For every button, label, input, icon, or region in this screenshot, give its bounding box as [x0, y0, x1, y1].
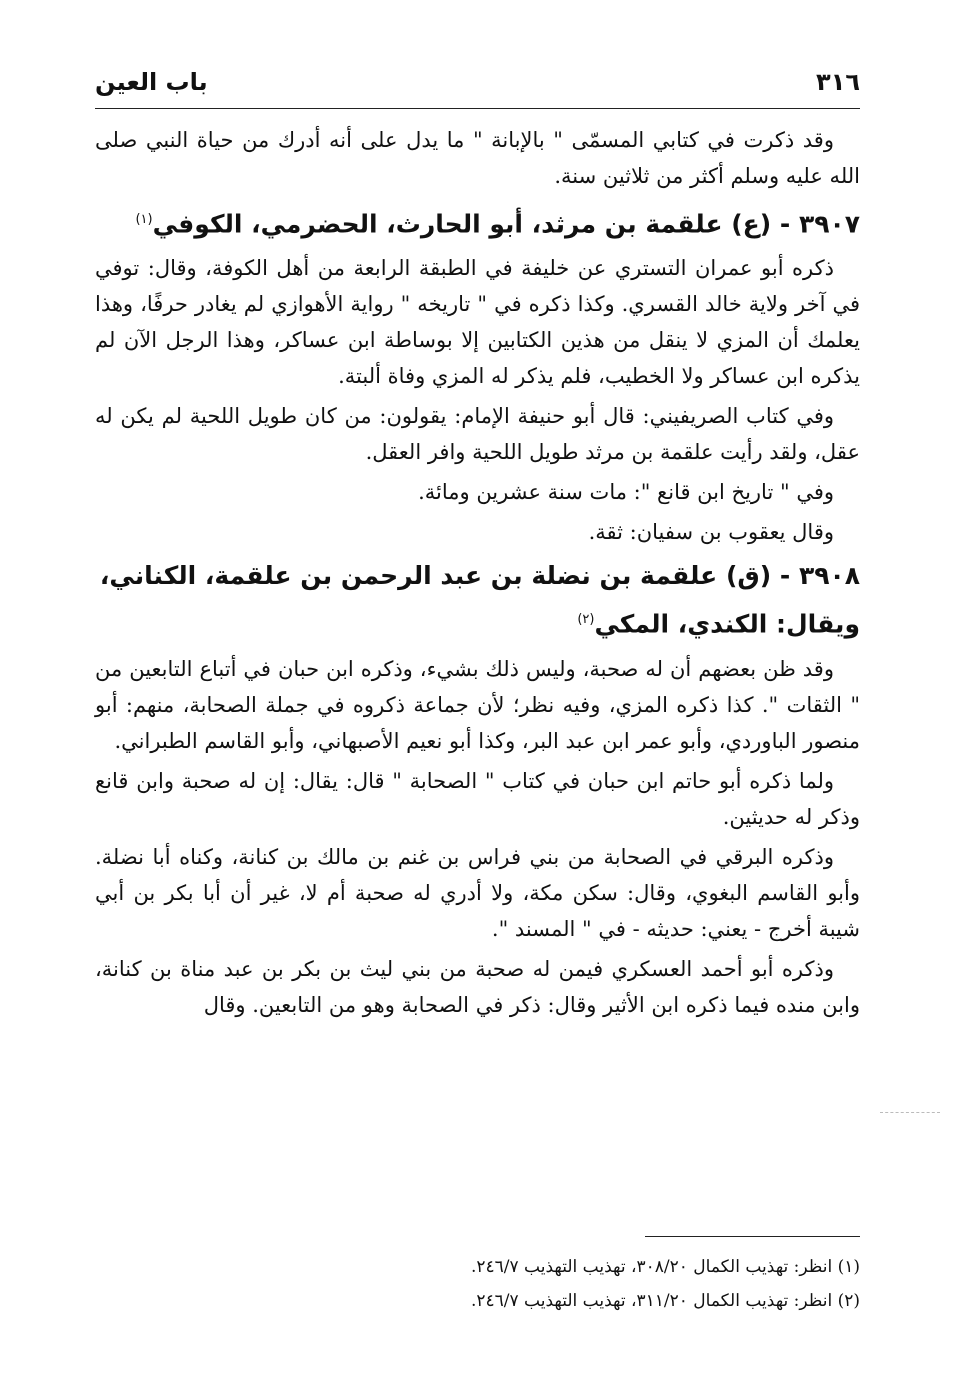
paragraph: وذكره أبو أحمد العسكري فيمن له صحبة من بني ليث بن بكر بن عبد مناة بن كنانة، وابن منده فيما ذكره ابن الأثير وقال: ذكر في الصحابة وهو من التابعين. وقال	[95, 956, 860, 1017]
paragraph: وقد ظن بعضهم أن له صحبة، وليس ذلك بشيء، وذكره ابن حبان في أتباع التابعين من " الثقات ". كذا ذكره المزي، وفيه نظر؛ لأن جماعة ذكروه في جملة الصحابة، منهم: أبو منصور الباوردي، وأبو عمر ابن عبد البر، وكذا أبو نعيم الأصبهاني، وأبو القاسم الطبراني.	[95, 656, 860, 753]
header-rule	[95, 108, 860, 109]
entry-heading-3908: ٣٩٠٨ - (ق) علقمة بن نضلة بن عبد الرحمن بن علقمة، الكناني، ويقال: الكندي، المكي$^{(٢)}$	[99, 561, 860, 639]
entry-heading-3907: ٣٩٠٧ - (ع) علقمة بن مرثد، أبو الحارث، الحضرمي، الكوفي$^{(١)}$	[135, 209, 860, 239]
running-header	[95, 62, 860, 102]
paragraph: وفي " تاريخ ابن قانع ": مات سنة عشرين ومائة.	[418, 480, 834, 505]
footnotes	[95, 1250, 860, 1318]
footnote-1: (١) انظر: تهذيب الكمال ٣٠٨/٢٠، تهذيب التهذيب ٢٤٦/٧.	[470, 1257, 860, 1277]
paragraph: ولما ذكره أبو حاتم ابن حبان في كتاب " الصحابة " قال: يقال: إن له صحبة وابن قانع وذكر له حديثين.	[95, 768, 860, 829]
paragraph: وقد ذكرت في كتابي المسمّى " بالإبانة " ما يدل على أنه أدرك من حياة النبي صلى الله عليه وسلم أكثر من ثلاثين سنة.	[95, 128, 860, 188]
paragraph: وفي كتاب الصريفيني: قال أبو حنيفة الإمام: يقولون: من كان طويل اللحية لم يكن له عقل، ولقد رأيت علقمة بن مرثد طويل اللحية وافر العقل.	[95, 404, 860, 465]
main-text	[95, 122, 860, 1027]
footnote-ref-2: (٢)	[577, 612, 595, 628]
scan-artifact	[880, 1112, 940, 1113]
footnote-ref-1: (١)	[135, 212, 153, 227]
footnote-2: (٢) انظر: تهذيب الكمال ٣١١/٢٠، تهذيب التهذيب ٢٤٦/٧.	[470, 1291, 860, 1311]
chapter-title: باب العين	[95, 68, 208, 96]
page-number: ٣١٦	[816, 68, 860, 96]
paragraph: ذكره أبو عمران التستري عن خليفة في الطبقة الرابعة من أهل الكوفة، وقال: توفي في آخر ولاية خالد القسري. وكذا ذكره في " تاريخه " رواية الأهوازي لم يغادر حرفًا، وهذا يعلمك أن المزي لا ينقل من هذين الكتابين إلا بوساطة ابن عساكر، وهذا الرجل الآن لم يذكره ابن عساكر ولا الخطيب، فلم يذكر له المزي وفاة ألبتة.	[95, 256, 860, 389]
paragraph: وذكره البرقي في الصحابة من بني فراس بن غنم بن مالك بن كنانة، وكناه أبا نضلة. وأبو القاسم البغوي، وقال: سكن مكة، ولا أدري له صحبة أم لا، غير أن أبا بكر بن أبي شيبة أخرج - يعني: حديثه - في " المسند ".	[95, 844, 860, 941]
footnote-rule	[645, 1236, 860, 1237]
paragraph: وقال يعقوب بن سفيان: ثقة.	[588, 520, 834, 545]
